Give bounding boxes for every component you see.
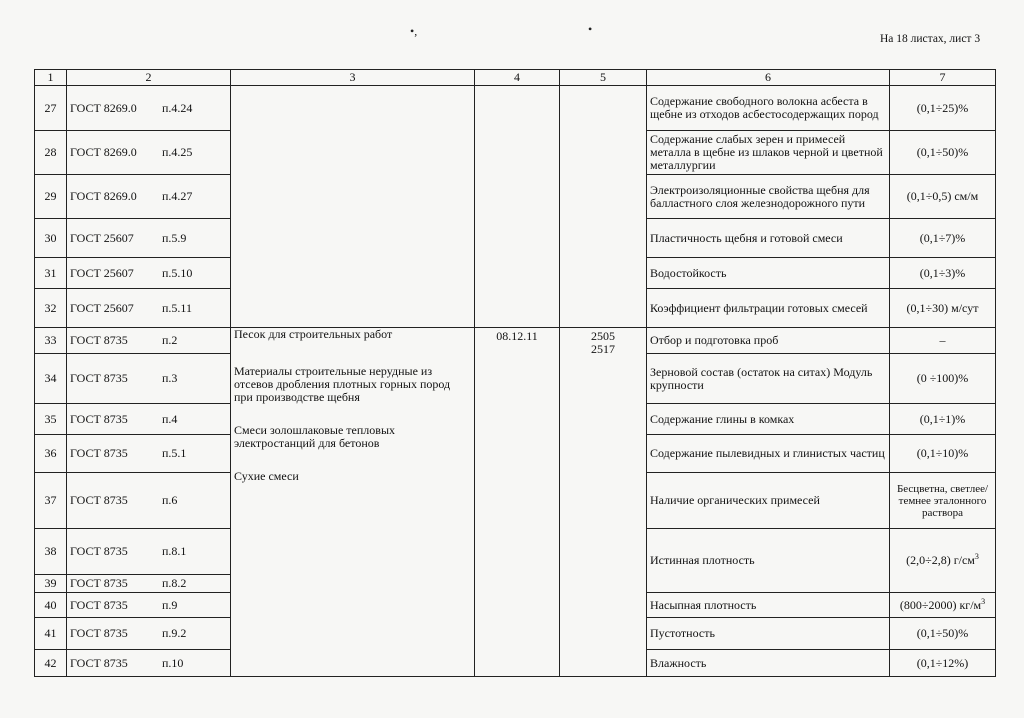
- range-cell: –: [890, 328, 996, 354]
- object-line: Сухие смеси: [234, 469, 299, 483]
- column-header: 1: [35, 70, 67, 86]
- standard-cell: [67, 473, 231, 529]
- column-header: 6: [647, 70, 890, 86]
- column-header: 2: [67, 70, 231, 86]
- row-number: 31: [35, 258, 67, 289]
- standard-code: ГОСТ 8735: [70, 626, 128, 640]
- standard-cell: [67, 529, 231, 575]
- standard-code: ГОСТ 25607: [70, 265, 134, 280]
- range-cell: (0,1÷50)%: [890, 131, 996, 175]
- standard-cell: [67, 404, 231, 435]
- column-header: 7: [890, 70, 996, 86]
- object-line: Смеси золошлаковые тепловых электростанций для бетонов: [234, 423, 396, 450]
- standard-cell: [67, 131, 231, 175]
- standard-cell: [67, 435, 231, 473]
- standard-clause: п.4.25: [162, 145, 193, 159]
- row-number: 38: [35, 529, 67, 575]
- range-cell: (0,1÷12%): [890, 650, 996, 677]
- standard-clause: п.5.11: [162, 300, 192, 315]
- range-cell: (0 ÷100)%: [890, 354, 996, 404]
- range-cell: (0,1÷1)%: [890, 404, 996, 435]
- range-cell: (0,1÷30) м/сут: [890, 289, 996, 328]
- characteristic-cell: Содержание слабых зерен и примесей металла в щебне из шлаков черной и цветной металлургии: [647, 131, 890, 175]
- standard-code: ГОСТ 8735: [70, 446, 128, 460]
- standard-code: ГОСТ 8269.0: [70, 189, 137, 203]
- code4-cell: 08.12.11: [475, 328, 560, 677]
- scan-mark: •: [588, 22, 593, 36]
- code5-value: 2505: [591, 329, 615, 343]
- standard-code: ГОСТ 8735: [70, 576, 128, 590]
- range-cell: (0,1÷0,5) см/м: [890, 175, 996, 219]
- standard-clause: п.4.27: [162, 189, 193, 203]
- standard-code: ГОСТ 8269.0: [70, 145, 137, 159]
- standard-code: ГОСТ 8269.0: [70, 100, 137, 115]
- range-cell: (0,1÷3)%: [890, 258, 996, 289]
- standard-clause: п.5.1: [162, 446, 187, 460]
- object-cell: [231, 328, 475, 677]
- standard-clause: п.3: [162, 371, 178, 385]
- standard-code: ГОСТ 25607: [70, 230, 134, 245]
- standard-code: ГОСТ 8735: [70, 371, 128, 385]
- standard-clause: п.9: [162, 597, 178, 612]
- row-number: 37: [35, 473, 67, 529]
- standard-code: ГОСТ 25607: [70, 300, 134, 315]
- object-line: Песок для строительных работ: [234, 327, 393, 341]
- row-number: 41: [35, 618, 67, 650]
- row-number: 32: [35, 289, 67, 328]
- characteristic-cell: Влажность: [647, 650, 890, 677]
- standard-code: ГОСТ 8735: [70, 493, 128, 507]
- header-row: [35, 70, 996, 86]
- characteristic-cell: Наличие органических примесей: [647, 473, 890, 529]
- standard-clause: п.8.2: [162, 576, 187, 590]
- code4-cell-empty: [475, 86, 560, 328]
- standard-clause: п.6: [162, 493, 178, 507]
- range-cell: Бесцветна, светлее/темнее эталонного раствора: [890, 473, 996, 529]
- standard-cell: [67, 258, 231, 289]
- range-cell: (0,1÷7)%: [890, 219, 996, 258]
- standard-cell: [67, 86, 231, 131]
- code5-value: 2517: [591, 342, 615, 356]
- row-number: 30: [35, 219, 67, 258]
- standard-cell: [67, 219, 231, 258]
- row-number: 40: [35, 593, 67, 618]
- standard-cell: [67, 289, 231, 328]
- standard-cell: [67, 593, 231, 618]
- row-number: 28: [35, 131, 67, 175]
- characteristic-cell: Насыпная плотность: [647, 593, 890, 618]
- standard-code: ГОСТ 8735: [70, 544, 128, 558]
- characteristic-cell: Отбор и подготовка проб: [647, 328, 890, 354]
- standard-cell: [67, 618, 231, 650]
- range-value: (800÷2000) кг/м: [899, 597, 982, 612]
- row-number: 35: [35, 404, 67, 435]
- characteristic-cell: Содержание глины в комках: [647, 404, 890, 435]
- standard-code: ГОСТ 8735: [70, 597, 128, 612]
- range-cell: [890, 529, 996, 593]
- characteristic-cell: Истинная плотность: [647, 529, 890, 593]
- standard-clause: п.4: [162, 411, 178, 426]
- standard-cell: [67, 175, 231, 219]
- standard-clause: п.4.24: [162, 100, 193, 115]
- column-header: 4: [475, 70, 560, 86]
- row-number: 36: [35, 435, 67, 473]
- characteristic-cell: Содержание свободного волокна асбеста в щебне из отходов асбестосодержащих пород: [647, 86, 890, 131]
- row-number: 39: [35, 575, 67, 593]
- range-cell: (0,1÷50)%: [890, 618, 996, 650]
- characteristic-cell: Коэффициент фильтрации готовых смесей: [647, 289, 890, 328]
- code5-cell: [560, 328, 647, 677]
- code5-cell-empty: [560, 86, 647, 328]
- characteristic-cell: Пустотность: [647, 618, 890, 650]
- row-number: 29: [35, 175, 67, 219]
- accreditation-table: [34, 69, 996, 677]
- range-value: (2,0÷2,8) г/см: [906, 553, 975, 567]
- characteristic-cell: Электроизоляционные свойства щебня для балластного слоя железнодорожного пути: [647, 175, 890, 219]
- row-number: 27: [35, 86, 67, 131]
- standard-cell: [67, 354, 231, 404]
- standard-clause: п.9.2: [162, 626, 187, 640]
- row-number: 33: [35, 328, 67, 354]
- row-number: 42: [35, 650, 67, 677]
- sheet-label: На 18 листах, лист 3: [880, 33, 981, 45]
- standard-clause: п.2: [162, 333, 178, 347]
- table-row: [35, 328, 996, 354]
- standard-clause: п.10: [162, 655, 184, 670]
- standard-cell: [67, 650, 231, 677]
- characteristic-cell: Пластичность щебня и готовой смеси: [647, 219, 890, 258]
- range-superscript: 3: [981, 596, 986, 606]
- standard-code: ГОСТ 8735: [70, 333, 128, 347]
- standard-clause: п.8.1: [162, 544, 187, 558]
- characteristic-cell: Зерновой состав (остаток на ситах) Модуль крупности: [647, 354, 890, 404]
- standard-code: ГОСТ 8735: [70, 655, 128, 670]
- object-line: Материалы строительные нерудные из отсевов дробления плотных горных пород при производстве щебня: [234, 364, 451, 404]
- characteristic-cell: Водостойкость: [647, 258, 890, 289]
- table-row: [35, 86, 996, 131]
- characteristic-cell: Содержание пылевидных и глинистых частиц: [647, 435, 890, 473]
- range-cell: [890, 593, 996, 618]
- range-cell: (0,1÷25)%: [890, 86, 996, 131]
- standard-clause: п.5.10: [162, 265, 193, 280]
- standard-clause: п.5.9: [162, 230, 187, 245]
- range-superscript: 3: [974, 552, 979, 561]
- range-cell: (0,1÷10)%: [890, 435, 996, 473]
- object-cell-empty: [231, 86, 475, 328]
- standard-cell: [67, 575, 231, 593]
- standard-cell: [67, 328, 231, 354]
- column-header: 5: [560, 70, 647, 86]
- scan-mark: •,: [410, 24, 418, 38]
- column-header: 3: [231, 70, 475, 86]
- standard-code: ГОСТ 8735: [70, 411, 128, 426]
- row-number: 34: [35, 354, 67, 404]
